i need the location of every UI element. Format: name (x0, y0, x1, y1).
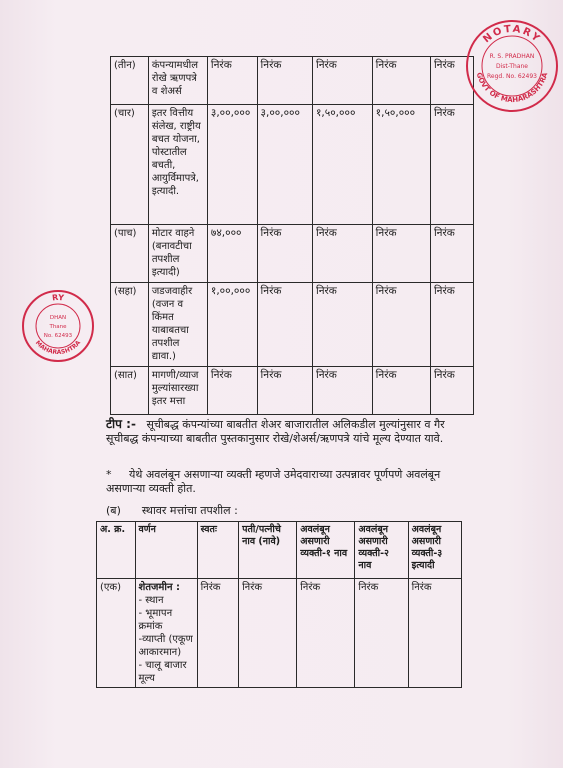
cell-dependent-1: निरंक (297, 579, 355, 688)
row-description-items: - स्थान - भूमापन क्रमांक -व्याप्ती (एकूण आकारमान) - चालू बाजार मूल्य (138, 595, 193, 684)
stamp-name: DHAN (49, 315, 67, 321)
note-dependents (106, 468, 476, 496)
stamp-bottom-text: MAHARASHTRA (33, 339, 83, 357)
row-description (135, 579, 197, 688)
immovable-assets-table (96, 521, 462, 688)
row-index: (पाच) (111, 225, 149, 283)
note-label: टीप :- (106, 417, 136, 431)
row-description: कंपन्यामधील रोखे ऋणपत्रे व शेअर्स (148, 57, 207, 105)
header-spouse: पती/पत्नीचे नाव (नावे) (239, 522, 297, 579)
cell-self: ३,००,००० (207, 105, 257, 225)
row-description: मागणी/व्याज मुल्यांसारख्या इतर मत्ता (148, 367, 207, 415)
svg-text:NOTARY (481, 24, 542, 46)
row-description-title: शेतजमीन : (138, 582, 181, 593)
row-index: (चार) (111, 105, 149, 225)
stamp-district: Dist-Thane (495, 63, 529, 70)
movable-assets-table (110, 56, 474, 415)
header-self: स्वतः (197, 522, 239, 579)
cell-dependent-1: १,५०,००० (312, 105, 372, 225)
note-text: येथे अवलंबून असणाऱ्या व्यक्ती म्हणजे उमेदवाराच्या उत्पन्नावर पूर्णपणे अवलंबून असणाऱ्या व्यक्ती होत. (106, 468, 441, 495)
header-serial: अ. क्र. (97, 522, 136, 579)
cell-dependent-3: निरंक (430, 367, 473, 415)
cell-dependent-3: निरंक (430, 283, 473, 367)
row-index: (एक) (97, 579, 136, 688)
table-header-row (97, 522, 462, 579)
cell-dependent-3: निरंक (430, 57, 473, 105)
cell-dependent-2: निरंक (355, 579, 408, 688)
table-row (97, 579, 462, 688)
table-row (111, 57, 474, 105)
note-asterisk: * (106, 468, 112, 481)
cell-dependent-2: निरंक (372, 225, 430, 283)
row-index: (सात) (111, 367, 149, 415)
cell-spouse: निरंक (257, 367, 312, 415)
cell-dependent-2: निरंक (372, 57, 430, 105)
header-dependent-3: अवलंबून असणारी व्यक्ती-३ इत्यादी (408, 522, 461, 579)
notary-stamp-left-graphic (24, 292, 92, 360)
cell-self: निरंक (197, 579, 239, 688)
cell-spouse: निरंक (239, 579, 297, 688)
svg-text:RY (52, 293, 65, 303)
row-description: जडजवाहीर (वजन व किंमत याबाबतचा तपशील द्यावा.) (148, 283, 207, 367)
stamp-top-text: RY (51, 292, 65, 303)
cell-spouse: निरंक (257, 225, 312, 283)
row-description: इतर वित्तीय संलेख, राष्ट्रीय बचत योजना, पोस्टातील बचती, आयुर्विमापत्रे, इत्यादी. (148, 105, 207, 225)
table-row (111, 225, 474, 283)
row-description: मोटार वाहने (बनावटीचा तपशील इत्यादी) (148, 225, 207, 283)
cell-spouse: ३,००,००० (257, 105, 312, 225)
note-listed-companies (106, 417, 476, 446)
stamp-district: Thane (49, 324, 67, 330)
row-index: (सहा) (111, 283, 149, 367)
cell-dependent-2: निरंक (372, 367, 430, 415)
cell-spouse: निरंक (257, 283, 312, 367)
table-row (111, 283, 474, 367)
cell-dependent-3: निरंक (430, 105, 473, 225)
cell-dependent-3: निरंक (430, 225, 473, 283)
stamp-name: R. S. PRADHAN (489, 53, 535, 60)
cell-dependent-1: निरंक (312, 367, 372, 415)
stamp-reg: No. 62493 (43, 333, 73, 339)
row-index: (तीन) (111, 57, 149, 105)
stamp-bottom-text: GOVT OF MAHARASHTRA (474, 71, 550, 105)
header-dependent-1: अवलंबून असणारी व्यक्ती-१ नाव (297, 522, 355, 579)
section-b-label: (ब) (106, 504, 121, 517)
notary-stamp-right (466, 20, 558, 112)
cell-dependent-1: निरंक (312, 225, 372, 283)
table-row (111, 105, 474, 225)
header-description: वर्णन (135, 522, 197, 579)
cell-self: निरंक (207, 57, 257, 105)
cell-self: निरंक (207, 367, 257, 415)
cell-self: १,००,००० (207, 283, 257, 367)
cell-dependent-2: निरंक (372, 283, 430, 367)
cell-dependent-1: निरंक (312, 57, 372, 105)
cell-self: ७४,००० (207, 225, 257, 283)
section-b-heading (106, 503, 238, 518)
section-b-title: स्थावर मत्तांचा तपशील : (141, 504, 238, 517)
table-row (111, 367, 474, 415)
cell-dependent-2: १,५०,००० (372, 105, 430, 225)
cell-dependent-3: निरंक (408, 579, 461, 688)
note-text: सूचीबद्ध कंपन्यांच्या बाबतीत शेअर बाजारातील अलिकडील मुल्यांनुसार व गैर सूचीबद्ध कंपन्याच्या बाबतीत पुस्तकानुसार रोखे/शेअर्स/ऋणपत्रे यांचे मूल्य देण्यात यावे. (106, 418, 445, 445)
cell-dependent-1: निरंक (312, 283, 372, 367)
header-dependent-2: अवलंबून असणारी व्यक्ती-२ नाव (355, 522, 408, 579)
stamp-top-text: NOTARY (481, 23, 543, 46)
cell-spouse: निरंक (257, 57, 312, 105)
notary-stamp-right-graphic (468, 22, 556, 110)
movable-assets-table-body (111, 57, 474, 415)
notary-stamp-left (22, 290, 94, 362)
stamp-reg: Regd. No. 62493 (487, 73, 537, 80)
